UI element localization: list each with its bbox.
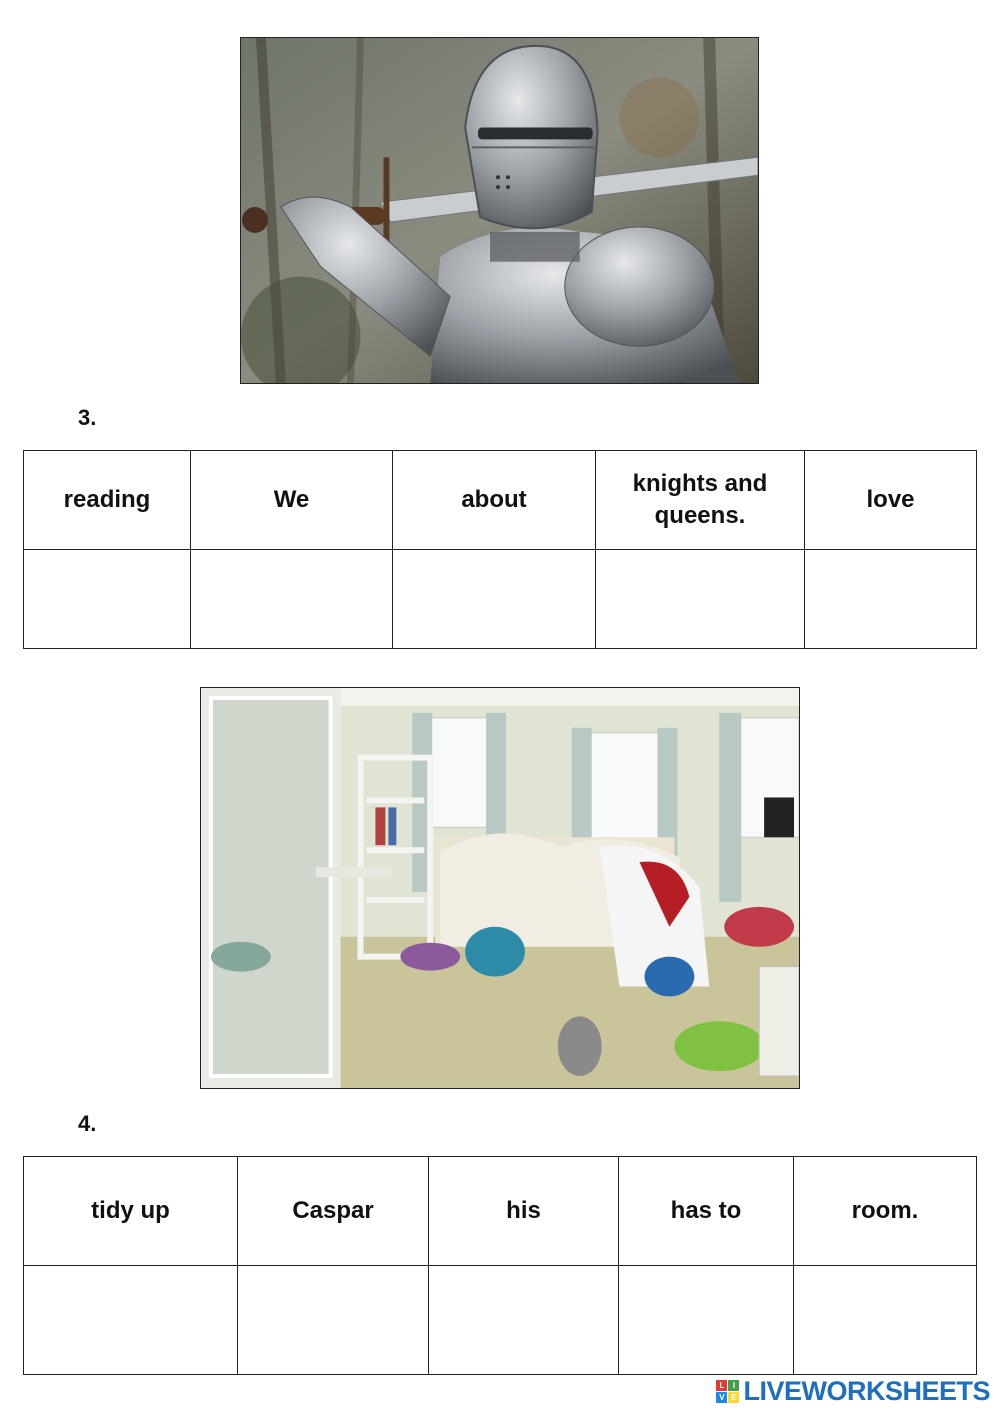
answer-drop-box[interactable]: [794, 1266, 977, 1375]
question-number-3: 3.: [78, 405, 97, 430]
word-order-table-3: [23, 450, 977, 649]
answer-drop-box[interactable]: [596, 550, 805, 649]
word-card: his: [429, 1157, 619, 1266]
answer-drop-box[interactable]: [24, 1266, 238, 1375]
word-card: reading: [24, 451, 191, 550]
messy-room-photo: [200, 687, 800, 1089]
word-card: love: [805, 451, 977, 550]
logo-mark-letter: I: [728, 1380, 739, 1391]
liveworksheets-logo-icon: [716, 1380, 739, 1403]
word-order-table-4: [23, 1156, 977, 1375]
answer-drop-box[interactable]: [619, 1266, 794, 1375]
logo-mark-letter: L: [716, 1380, 727, 1391]
answer-drop-box[interactable]: [24, 550, 191, 649]
knight-photo: [240, 37, 759, 384]
word-row: [24, 451, 977, 550]
answer-drop-box[interactable]: [238, 1266, 429, 1375]
answer-drop-box[interactable]: [393, 550, 596, 649]
question-number-4: 4.: [78, 1111, 97, 1136]
word-row: [24, 1157, 977, 1266]
logo-mark-letter: E: [728, 1392, 739, 1403]
word-card: room.: [794, 1157, 977, 1266]
word-card: has to: [619, 1157, 794, 1266]
answer-row: [24, 1266, 977, 1375]
word-card: tidy up: [24, 1157, 238, 1266]
logo-text: LIVEWORKSHEETS: [743, 1376, 990, 1406]
word-card: about: [393, 451, 596, 550]
logo-mark-letter: V: [716, 1392, 727, 1403]
liveworksheets-logo: [716, 1376, 990, 1407]
word-card: We: [191, 451, 393, 550]
word-card: knights and queens.: [596, 451, 805, 550]
answer-drop-box[interactable]: [429, 1266, 619, 1375]
word-card: Caspar: [238, 1157, 429, 1266]
answer-row: [24, 550, 977, 649]
answer-drop-box[interactable]: [805, 550, 977, 649]
answer-drop-box[interactable]: [191, 550, 393, 649]
